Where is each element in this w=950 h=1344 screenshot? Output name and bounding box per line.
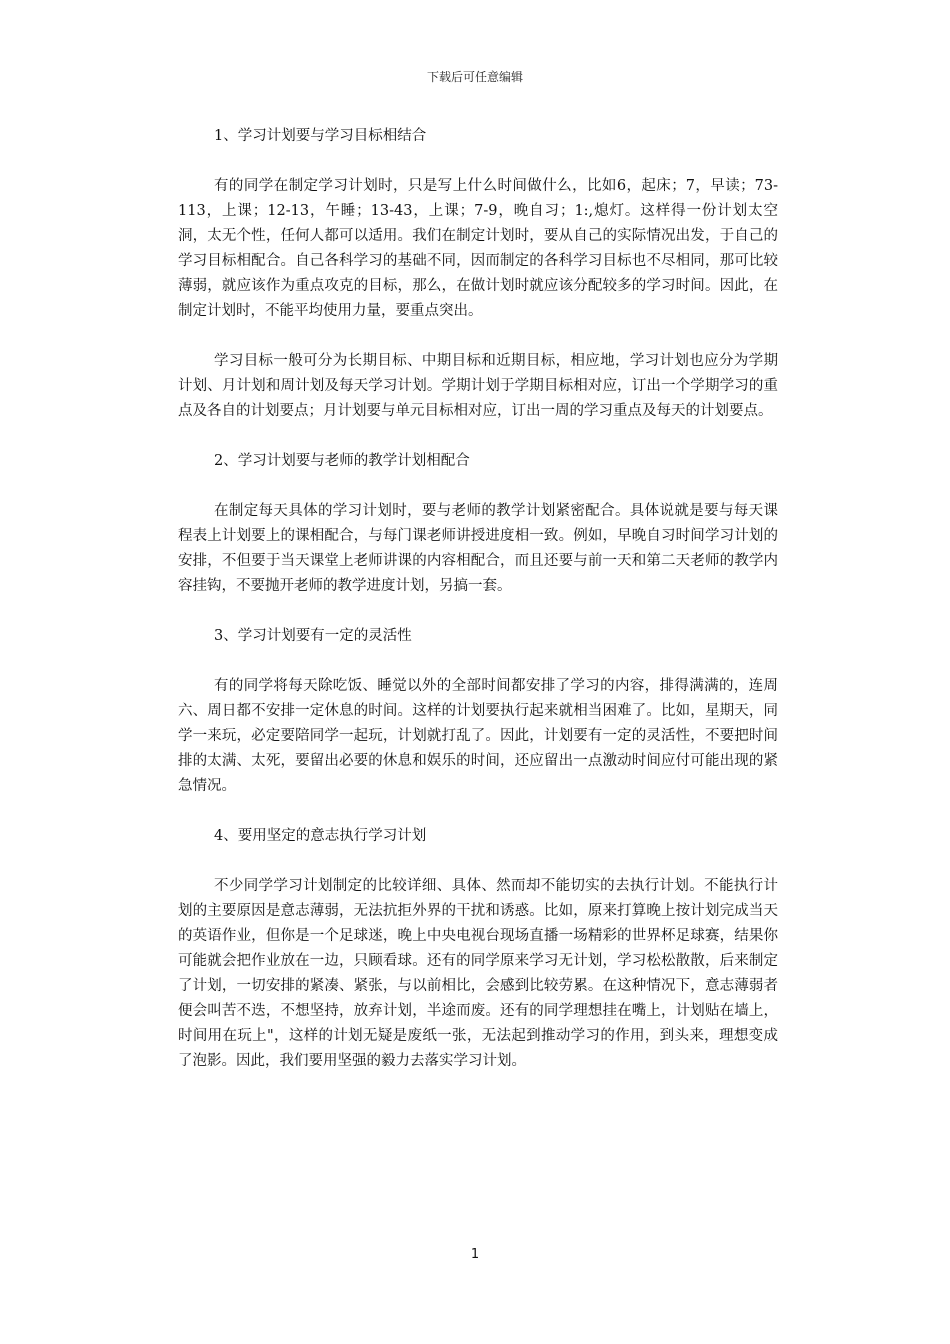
paragraph: 有的同学在制定学习计划时，只是写上什么时间做什么，比如6，起床；7，早读；73-113，上课；12-13，午睡；13-43，上课；7-9，晚自习；1:,熄灯。这样得一份计划太空洞，太无个性，任何人都可以适用。我们在制定计划时，要从自己的实际情况出发，于自己的学习目标相配合。自己各科学习的基础不同，因而制定的各科学习目标也不尽相同，那可比较薄弱，就应该作为重点攻克的目标，那么，在做计划时就应该分配较多的学习时间。因此，在制定计划时，不能平均使用力量，要重点突出。: [178, 178, 778, 319]
section-heading: 1、学习计划要与学习目标相结合: [214, 128, 427, 144]
page-number: 1: [470, 1247, 480, 1262]
paragraph: 学习目标一般可分为长期目标、中期目标和近期目标，相应地，学习计划也应分为学期计划、月计划和周计划及每天学习计划。学期计划于学期目标相对应，订出一个学期学习的重点及各自的计划要点；月计划要与单元目标相对应，订出一周的学习重点及每天的计划要点。: [178, 353, 778, 419]
section-heading: 2、学习计划要与老师的教学计划相配合: [214, 453, 470, 469]
document-body: [178, 124, 778, 1099]
header-note: 下载后可任意编辑: [426, 70, 523, 84]
paragraph: 有的同学将每天除吃饭、睡觉以外的全部时间都安排了学习的内容，排得满满的，连周六、周日都不安排一定休息的时间。这样的计划要执行起来就相当困难了。比如，星期天，同学一来玩，必定要陪同学一起玩，计划就打乱了。因此，计划要有一定的灵活性，不要把时间排的太满、太死，要留出必要的休息和娱乐的时间，还应留出一点激动时间应付可能出现的紧急情况。: [178, 678, 778, 794]
section-heading: 4、要用坚定的意志执行学习计划: [214, 828, 427, 844]
paragraph: 不少同学学习计划制定的比较详细、具体、然而却不能切实的去执行计划。不能执行计划的主要原因是意志薄弱，无法抗拒外界的干扰和诱惑。比如，原来打算晚上按计划完成当天的英语作业，但你是一个足球迷，晚上中央电视台现场直播一场精彩的世界杯足球赛，结果你可能就会把作业放在一边，只顾看球。还有的同学原来学习无计划，学习松松散散，后来制定了计划，一切安排的紧凑、紧张，与以前相比，会感到比较劳累。在这种情况下，意志薄弱者便会叫苦不迭，不想坚持，放弃计划，半途而废。还有的同学理想挂在嘴上，计划贴在墙上，时间用在玩上"，这样的计划无疑是废纸一张，无法起到推动学习的作用，到头来，理想变成了泡影。因此，我们要用坚强的毅力去落实学习计划。: [178, 878, 778, 1069]
section-heading: 3、学习计划要有一定的灵活性: [214, 628, 412, 644]
paragraph: 在制定每天具体的学习计划时，要与老师的教学计划紧密配合。具体说就是要与每天课程表上计划要上的课相配合，与每门课老师讲授进度相一致。例如，早晚自习时间学习计划的安排，不但要于当天课堂上老师讲课的内容相配合，而且还要与前一天和第二天老师的教学内容挂钩，不要抛开老师的教学进度计划，另搞一套。: [178, 503, 778, 594]
